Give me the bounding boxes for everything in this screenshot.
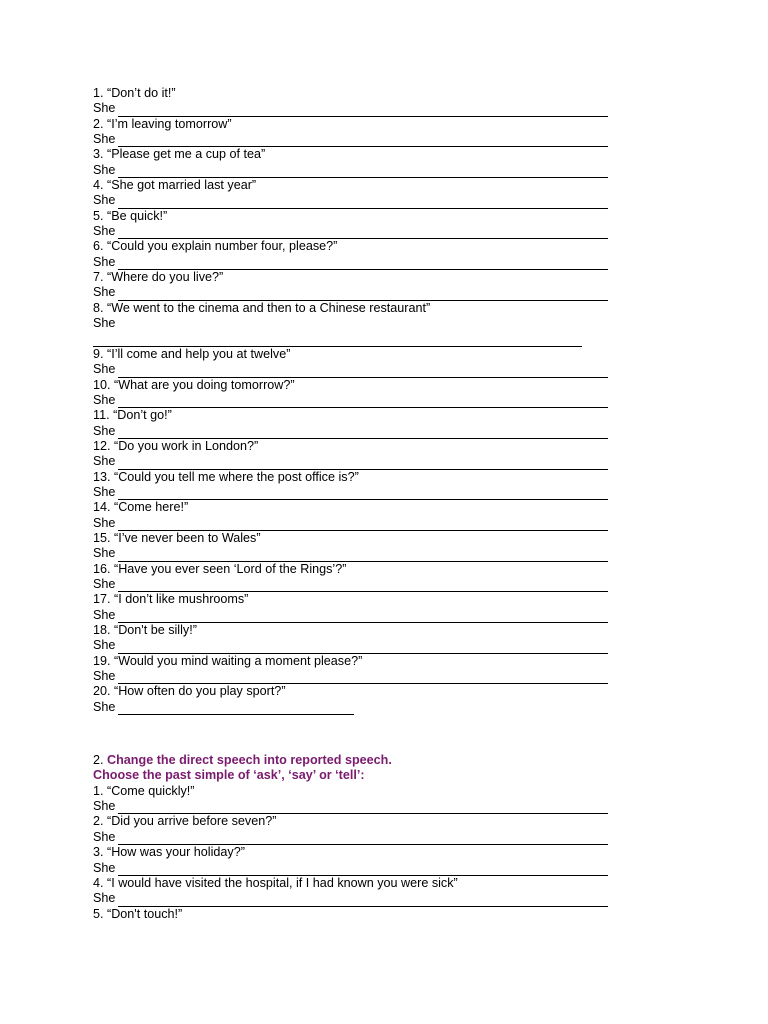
answer-starter: She <box>93 829 116 844</box>
question-prompt: 14. “Come here!” <box>93 500 189 515</box>
answer-starter: She <box>93 607 116 622</box>
blank-rule <box>118 135 608 147</box>
question-prompt: 13. “Could you tell me where the post office is?” <box>93 469 359 484</box>
blank-rule <box>118 427 608 439</box>
answer-starter: She <box>93 891 116 906</box>
blank-rule <box>118 642 608 654</box>
question-prompt: 10. “What are you doing tomorrow?” <box>93 377 295 392</box>
answer-line[interactable] <box>93 101 623 116</box>
answer-starter: She <box>93 454 116 469</box>
answer-starter: She <box>93 316 116 331</box>
blank-rule <box>118 396 608 408</box>
answer-line[interactable] <box>93 577 623 592</box>
section-heading <box>93 753 623 768</box>
answer-line[interactable] <box>93 669 623 684</box>
answer-line[interactable] <box>93 132 623 147</box>
blank-rule <box>118 258 608 270</box>
answer-line[interactable] <box>93 393 623 408</box>
question-prompt: 2. “I’m leaving tomorrow” <box>93 116 232 131</box>
answer-line[interactable] <box>93 193 623 208</box>
answer-starter: She <box>93 392 116 407</box>
blank-rule <box>118 703 354 715</box>
blank-rule <box>118 488 608 500</box>
question-prompt: 2. “Did you arrive before seven?” <box>93 814 277 829</box>
question-prompt: 11. “Don’t go!” <box>93 408 172 423</box>
question-prompt: 5. “Be quick!” <box>93 208 168 223</box>
answer-line[interactable] <box>93 700 623 715</box>
question-prompt: 5. “Don't touch!” <box>93 906 183 921</box>
answer-starter: She <box>93 699 116 714</box>
blank-rule <box>118 227 608 239</box>
answer-line[interactable] <box>93 516 623 531</box>
answer-line[interactable] <box>93 638 623 653</box>
question-prompt: 4. “She got married last year” <box>93 178 257 193</box>
blank-rule <box>118 580 608 592</box>
worksheet <box>93 86 623 922</box>
blank-rule <box>93 335 582 347</box>
question-prompt: 19. “Would you mind waiting a moment please?” <box>93 653 363 668</box>
answer-starter: She <box>93 285 116 300</box>
question-prompt: 20. “How often do you play sport?” <box>93 684 286 699</box>
answer-starter: She <box>93 799 116 814</box>
section-gap <box>93 715 623 753</box>
answer-starter: She <box>93 546 116 561</box>
answer-starter: She <box>93 669 116 684</box>
answer-starter: She <box>93 362 116 377</box>
answer-starter: She <box>93 193 116 208</box>
blank-rule <box>118 611 608 623</box>
answer-line[interactable] <box>93 255 623 270</box>
answer-line[interactable] <box>93 362 623 377</box>
answer-starter: She <box>93 860 116 875</box>
answer-starter: She <box>93 101 116 116</box>
answer-line[interactable] <box>93 861 623 876</box>
answer-line[interactable] <box>93 424 623 439</box>
answer-starter: She <box>93 515 116 530</box>
blank-rule <box>118 864 608 876</box>
answer-line[interactable] <box>93 891 623 906</box>
blank-rule <box>118 519 608 531</box>
answer-line[interactable] <box>93 485 623 500</box>
question-prompt: 3. “How was your holiday?” <box>93 845 245 860</box>
question-prompt: 3. “Please get me a cup of tea” <box>93 147 266 162</box>
question-prompt: 18. “Don't be silly!” <box>93 623 197 638</box>
question-prompt: 17. “I don’t like mushrooms” <box>93 592 249 607</box>
answer-line[interactable] <box>93 332 623 347</box>
question-prompt: 15. “I’ve never been to Wales” <box>93 530 261 545</box>
blank-rule <box>118 105 608 117</box>
answer-starter: She <box>93 484 116 499</box>
question-prompt: 16. “Have you ever seen ‘Lord of the Rings’?” <box>93 561 347 576</box>
blank-rule <box>118 802 608 814</box>
blank-rule <box>118 550 608 562</box>
section-title: Change the direct speech into reported speech. <box>107 753 392 768</box>
answer-starter: She <box>93 162 116 177</box>
question-prompt: 9. “I’ll come and help you at twelve” <box>93 346 291 361</box>
blank-rule <box>118 833 608 845</box>
section-instruction: Choose the past simple of ‘ask’, ‘say’ or ‘tell’: <box>93 768 365 783</box>
question-prompt: 1. “Don’t do it!” <box>93 86 176 100</box>
answer-line[interactable] <box>93 163 623 178</box>
answer-starter: She <box>93 254 116 269</box>
answer-line[interactable] <box>93 608 623 623</box>
question-prompt: 8. “We went to the cinema and then to a Chinese restaurant” <box>93 300 431 315</box>
answer-starter: She <box>93 423 116 438</box>
answer-line[interactable] <box>93 285 623 300</box>
section-number: 2. <box>93 753 104 768</box>
answer-line[interactable] <box>93 454 623 469</box>
answer-line[interactable] <box>93 830 623 845</box>
blank-rule <box>118 366 608 378</box>
blank-rule <box>118 458 608 470</box>
answer-starter: She <box>93 132 116 147</box>
blank-rule <box>118 289 608 301</box>
blank-rule <box>118 166 608 178</box>
answer-starter: She <box>93 638 116 653</box>
question-prompt: 1. “Come quickly!” <box>93 783 195 798</box>
question-prompt: 12. “Do you work in London?” <box>93 438 259 453</box>
answer-starter: She <box>93 577 116 591</box>
question-prompt: 4. “I would have visited the hospital, if I had known you were sick” <box>93 875 458 890</box>
answer-line[interactable] <box>93 799 623 814</box>
answer-line[interactable] <box>93 224 623 239</box>
question-prompt: 6. “Could you explain number four, please?” <box>93 239 338 254</box>
blank-rule <box>118 895 608 907</box>
blank-rule <box>118 197 608 209</box>
question-prompt: 7. “Where do you live?” <box>93 270 224 285</box>
answer-line[interactable] <box>93 546 623 561</box>
answer-starter: She <box>93 224 116 239</box>
blank-rule <box>118 672 608 684</box>
